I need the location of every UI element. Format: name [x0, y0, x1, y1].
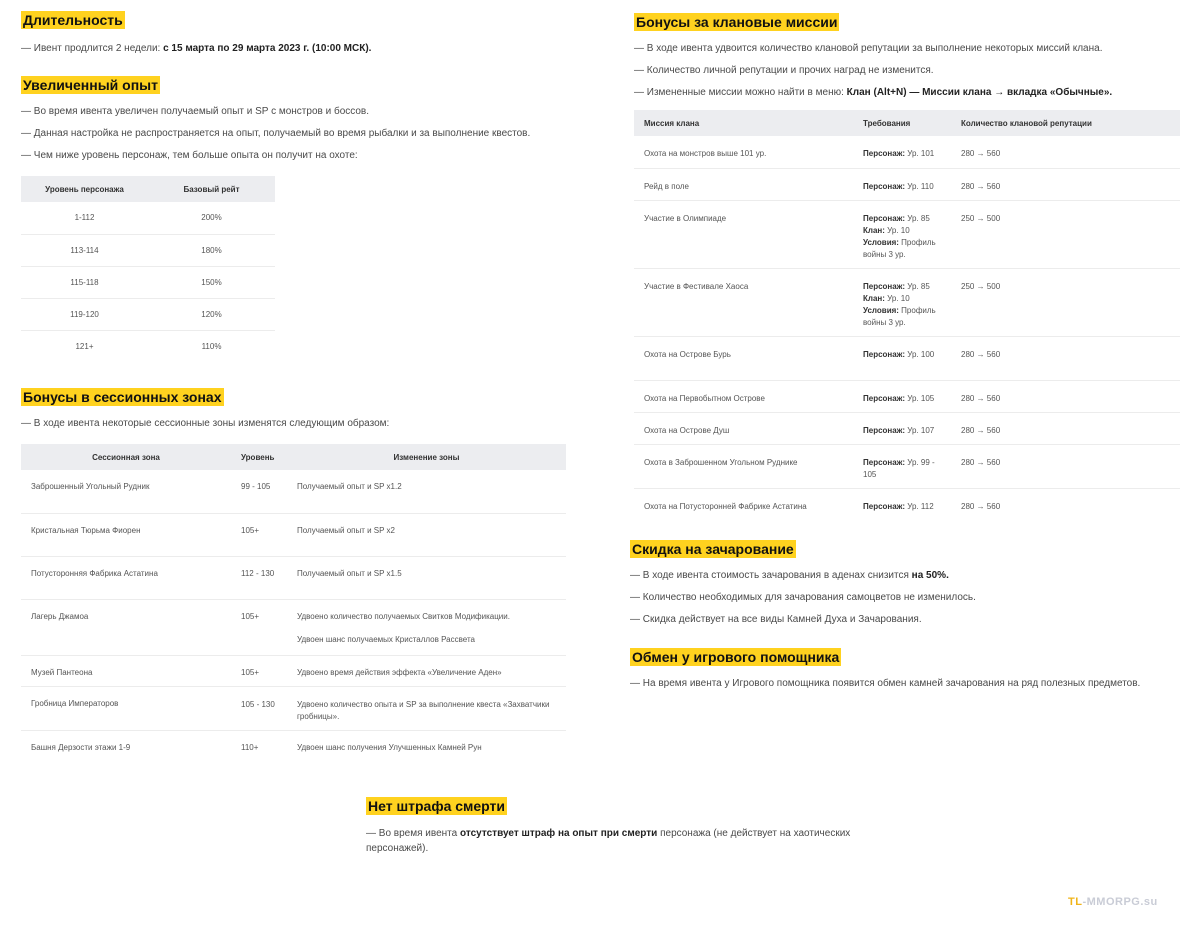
- requirement: Персонаж: Ур. 100: [863, 349, 935, 359]
- exp-table: [21, 176, 275, 362]
- table-row: Музей Пантеона 105+ Удвоено время действия эффекта «Увеличение Аден»: [21, 655, 566, 686]
- enchant-line: — Скидка действует на все виды Камней Духа и Зачарования.: [630, 614, 922, 625]
- requirement: Условия: Профиль войны 3 ур.: [863, 305, 936, 327]
- table-row: Рейд в поле Персонаж: Ур. 110 280 → 560: [634, 168, 1180, 200]
- table-header: Уровень: [231, 444, 287, 470]
- section-title: Увеличенный опыт: [23, 77, 158, 93]
- table-row: 115-118 150%: [21, 266, 275, 298]
- duration-text: — Ивент продлится 2 недели: с 15 марта по 29 марта 2023 г. (10:00 МСК).: [21, 43, 372, 54]
- table-row: Охота на Острове Бурь Персонаж: Ур. 100 280 → 560: [634, 336, 1180, 380]
- zones-intro: — В ходе ивента некоторые сессионные зоны изменятся следующим образом:: [21, 418, 390, 429]
- watermark-logo: TL-MMORPG.su: [1068, 896, 1158, 908]
- section-enchant: [630, 540, 1190, 627]
- requirement: Условия: Профиль войны 3 ур.: [863, 237, 936, 259]
- exp-line: — Во время ивента увеличен получаемый опыт и SP с монстров и боссов.: [21, 106, 370, 117]
- exchange-line: — На время ивента у Игрового помощника появится обмен камней зачарования на ряд полезных предметов.: [630, 678, 1141, 689]
- table-row: Охота на Первобытном Острове Персонаж: Ур. 105 280 → 560: [634, 380, 1180, 412]
- death-text: — Во время ивента отсутствует штраф на опыт при смерти персонажа (не действует на хаотических персонажей).: [366, 828, 851, 854]
- section-title: Бонусы в сессионных зонах: [23, 389, 222, 405]
- table-row: Охота на Острове Душ Персонаж: Ур. 107 280 → 560: [634, 412, 1180, 444]
- table-header: Требования: [853, 110, 951, 136]
- table-header: Изменение зоны: [287, 444, 566, 470]
- requirement: Персонаж: Ур. 99 - 105: [863, 457, 935, 479]
- table-header: Количество клановой репутации: [951, 110, 1180, 136]
- section-title: Бонусы за клановые миссии: [636, 14, 838, 30]
- requirement: Персонаж: Ур. 112: [863, 501, 934, 511]
- clan-line: — Количество личной репутации и прочих наград не изменится.: [634, 65, 934, 76]
- section-title: Обмен у игрового помощника: [632, 649, 840, 665]
- table-header: Сессионная зона: [21, 444, 231, 470]
- table-row: Гробница Императоров 105 - 130 Удвоено количество опыта и SP за выполнение квеста «Захватчики гробницы».: [21, 686, 566, 730]
- table-row: Кристальная Тюрьма Фиорен 105+ Получаемый опыт и SP x2: [21, 513, 566, 556]
- clan-line: — В ходе ивента удвоится количество клановой репутации за выполнение некоторых миссий клана.: [634, 43, 1103, 54]
- table-row: 113-114 180%: [21, 234, 275, 266]
- table-row: Лагерь Джамоа 105+ Удвоено количество получаемых Свитков Модификации. Удвоен шанс получаемых Кристаллов Рассвета: [21, 599, 566, 655]
- requirement: Клан: Ур. 10: [863, 293, 910, 303]
- table-header: Миссия клана: [634, 110, 853, 136]
- section-clan: [634, 13, 1184, 100]
- section-title: Скидка на зачарование: [632, 541, 794, 557]
- section-exp: [21, 76, 581, 163]
- table-row: 1-112 200%: [21, 202, 275, 234]
- section-duration: [21, 11, 581, 56]
- table-row: Участие в Фестивале Хаоса Персонаж: Ур. 85 Клан: Ур. 10 Условия: Профиль войны 3 ур. 250 → 500: [634, 268, 1180, 336]
- section-zones: [21, 388, 581, 431]
- requirement: Персонаж: Ур. 85: [863, 281, 930, 291]
- section-title: Длительность: [23, 12, 123, 28]
- table-row: Охота на монстров выше 101 ур. Персонаж: Ур. 101 280 → 560: [634, 136, 1180, 168]
- table-header: Базовый рейт: [148, 176, 275, 202]
- clan-line: — Измененные миссии можно найти в меню: Клан (Alt+N) — Миссии клана → вкладка «Обычные».: [634, 87, 1113, 98]
- clan-table: [634, 110, 1180, 520]
- table-row: Охота на Потусторонней Фабрике Астатина Персонаж: Ур. 112 280 → 560: [644, 501, 1001, 511]
- requirement: Персонаж: Ур. 110: [863, 181, 934, 191]
- requirement: Клан: Ур. 10: [863, 225, 910, 235]
- table-row: Потусторонняя Фабрика Астатина 112 - 130 Получаемый опыт и SP x1.5: [21, 556, 566, 599]
- section-death-penalty: [366, 797, 886, 856]
- table-header: Уровень персонажа: [21, 176, 148, 202]
- enchant-line: — В ходе ивента стоимость зачарования в аденах снизится на 50%.: [630, 570, 949, 581]
- requirement: Персонаж: Ур. 107: [863, 425, 935, 435]
- table-row: Башня Дерзости этажи 1-9 110+ Удвоен шанс получения Улучшенных Камней Рун: [31, 742, 482, 752]
- requirement: Персонаж: Ур. 101: [863, 149, 935, 158]
- requirement: Персонаж: Ур. 105: [863, 393, 935, 403]
- table-row: Заброшенный Угольный Рудник 99 - 105 Получаемый опыт и SP x1.2: [21, 470, 566, 513]
- exp-line: — Чем ниже уровень персонаж, тем больше опыта он получит на охоте:: [21, 150, 358, 161]
- table-row: Участие в Олимпиаде Персонаж: Ур. 85 Клан: Ур. 10 Условия: Профиль войны 3 ур. 250 → 500: [634, 200, 1180, 268]
- section-title: Нет штрафа смерти: [368, 798, 506, 814]
- zones-table: [21, 444, 566, 762]
- table-row: 121+ 110%: [75, 341, 222, 351]
- table-row: 119-120 120%: [21, 298, 275, 330]
- requirement: Персонаж: Ур. 85: [863, 213, 930, 223]
- enchant-line: — Количество необходимых для зачарования самоцветов не изменилось.: [630, 592, 976, 603]
- table-row: Охота в Заброшенном Угольном Руднике Персонаж: Ур. 99 - 105 280 → 560: [634, 444, 1180, 488]
- section-exchange: [630, 648, 1190, 691]
- exp-line: — Данная настройка не распространяется на опыт, получаемый во время рыбалки и за выполнение квестов.: [21, 128, 531, 139]
